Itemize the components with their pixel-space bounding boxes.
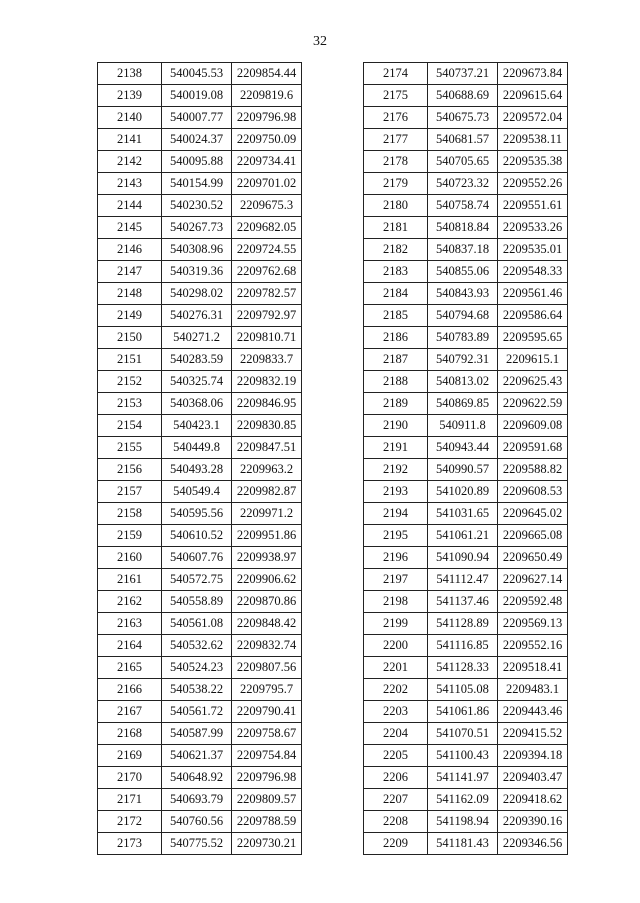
point-number-cell: 2200 xyxy=(364,635,428,657)
x-coordinate-cell: 540837.18 xyxy=(428,239,498,261)
table-row xyxy=(98,195,302,217)
x-coordinate-cell: 540783.89 xyxy=(428,327,498,349)
point-number-cell: 2163 xyxy=(98,613,162,635)
point-number-cell: 2199 xyxy=(364,613,428,635)
table-row xyxy=(98,833,302,855)
table-row xyxy=(364,789,568,811)
point-number-cell: 2158 xyxy=(98,503,162,525)
table-row xyxy=(364,679,568,701)
y-coordinate-cell: 2209592.48 xyxy=(498,591,568,613)
point-number-cell: 2176 xyxy=(364,107,428,129)
point-number-cell: 2153 xyxy=(98,393,162,415)
x-coordinate-cell: 540792.31 xyxy=(428,349,498,371)
table-row xyxy=(364,613,568,635)
x-coordinate-cell: 540319.36 xyxy=(162,261,232,283)
x-coordinate-cell: 540693.79 xyxy=(162,789,232,811)
point-number-cell: 2184 xyxy=(364,283,428,305)
table-row xyxy=(98,525,302,547)
y-coordinate-cell: 2209415.52 xyxy=(498,723,568,745)
x-coordinate-cell: 540607.76 xyxy=(162,547,232,569)
point-number-cell: 2177 xyxy=(364,129,428,151)
point-number-cell: 2203 xyxy=(364,701,428,723)
x-coordinate-cell: 540855.06 xyxy=(428,261,498,283)
point-number-cell: 2192 xyxy=(364,459,428,481)
table-row xyxy=(98,239,302,261)
table-row xyxy=(98,437,302,459)
y-coordinate-cell: 2209971.2 xyxy=(232,503,302,525)
table-row xyxy=(98,679,302,701)
y-coordinate-cell: 2209483.1 xyxy=(498,679,568,701)
x-coordinate-cell: 540943.44 xyxy=(428,437,498,459)
x-coordinate-cell: 540230.52 xyxy=(162,195,232,217)
point-number-cell: 2141 xyxy=(98,129,162,151)
x-coordinate-cell: 540024.37 xyxy=(162,129,232,151)
y-coordinate-cell: 2209418.62 xyxy=(498,789,568,811)
x-coordinate-cell: 541137.46 xyxy=(428,591,498,613)
table-row xyxy=(98,745,302,767)
point-number-cell: 2205 xyxy=(364,745,428,767)
table-row xyxy=(98,85,302,107)
point-number-cell: 2173 xyxy=(98,833,162,855)
point-number-cell: 2162 xyxy=(98,591,162,613)
table-row xyxy=(364,591,568,613)
x-coordinate-cell: 540775.52 xyxy=(162,833,232,855)
y-coordinate-cell: 2209788.59 xyxy=(232,811,302,833)
table-row xyxy=(364,107,568,129)
point-number-cell: 2152 xyxy=(98,371,162,393)
y-coordinate-cell: 2209758.67 xyxy=(232,723,302,745)
point-number-cell: 2140 xyxy=(98,107,162,129)
y-coordinate-cell: 2209938.97 xyxy=(232,547,302,569)
x-coordinate-cell: 540045.53 xyxy=(162,63,232,85)
x-coordinate-cell: 540794.68 xyxy=(428,305,498,327)
y-coordinate-cell: 2209533.26 xyxy=(498,217,568,239)
table-row xyxy=(98,723,302,745)
x-coordinate-cell: 540723.32 xyxy=(428,173,498,195)
point-number-cell: 2207 xyxy=(364,789,428,811)
point-number-cell: 2170 xyxy=(98,767,162,789)
y-coordinate-cell: 2209833.7 xyxy=(232,349,302,371)
x-coordinate-cell: 540648.92 xyxy=(162,767,232,789)
x-coordinate-cell: 540298.02 xyxy=(162,283,232,305)
point-number-cell: 2168 xyxy=(98,723,162,745)
table-row xyxy=(364,371,568,393)
y-coordinate-cell: 2209675.3 xyxy=(232,195,302,217)
x-coordinate-cell: 541090.94 xyxy=(428,547,498,569)
x-coordinate-cell: 541128.89 xyxy=(428,613,498,635)
y-coordinate-cell: 2209796.98 xyxy=(232,107,302,129)
x-coordinate-cell: 540325.74 xyxy=(162,371,232,393)
y-coordinate-cell: 2209673.84 xyxy=(498,63,568,85)
point-number-cell: 2159 xyxy=(98,525,162,547)
point-number-cell: 2161 xyxy=(98,569,162,591)
point-number-cell: 2181 xyxy=(364,217,428,239)
x-coordinate-cell: 541020.89 xyxy=(428,481,498,503)
y-coordinate-cell: 2209701.02 xyxy=(232,173,302,195)
x-coordinate-cell: 541061.86 xyxy=(428,701,498,723)
y-coordinate-cell: 2209394.18 xyxy=(498,745,568,767)
y-coordinate-cell: 2209552.16 xyxy=(498,635,568,657)
table-row xyxy=(98,657,302,679)
point-number-cell: 2188 xyxy=(364,371,428,393)
y-coordinate-cell: 2209665.08 xyxy=(498,525,568,547)
point-number-cell: 2143 xyxy=(98,173,162,195)
point-number-cell: 2179 xyxy=(364,173,428,195)
x-coordinate-cell: 540760.56 xyxy=(162,811,232,833)
y-coordinate-cell: 2209615.64 xyxy=(498,85,568,107)
table-row xyxy=(98,591,302,613)
y-coordinate-cell: 2209809.57 xyxy=(232,789,302,811)
y-coordinate-cell: 2209569.13 xyxy=(498,613,568,635)
point-number-cell: 2191 xyxy=(364,437,428,459)
point-number-cell: 2154 xyxy=(98,415,162,437)
y-coordinate-cell: 2209535.01 xyxy=(498,239,568,261)
table-row xyxy=(364,85,568,107)
point-number-cell: 2167 xyxy=(98,701,162,723)
y-coordinate-cell: 2209796.98 xyxy=(232,767,302,789)
y-coordinate-cell: 2209807.56 xyxy=(232,657,302,679)
y-coordinate-cell: 2209790.41 xyxy=(232,701,302,723)
y-coordinate-cell: 2209645.02 xyxy=(498,503,568,525)
table-row xyxy=(364,767,568,789)
y-coordinate-cell: 2209591.68 xyxy=(498,437,568,459)
x-coordinate-cell: 540595.56 xyxy=(162,503,232,525)
x-coordinate-cell: 540019.08 xyxy=(162,85,232,107)
y-coordinate-cell: 2209730.21 xyxy=(232,833,302,855)
table-row xyxy=(98,393,302,415)
x-coordinate-cell: 540621.37 xyxy=(162,745,232,767)
point-number-cell: 2166 xyxy=(98,679,162,701)
table-row xyxy=(98,217,302,239)
y-coordinate-cell: 2209346.56 xyxy=(498,833,568,855)
table-row xyxy=(98,613,302,635)
y-coordinate-cell: 2209847.51 xyxy=(232,437,302,459)
table-row xyxy=(364,635,568,657)
x-coordinate-cell: 540990.57 xyxy=(428,459,498,481)
x-coordinate-cell: 540283.59 xyxy=(162,349,232,371)
y-coordinate-cell: 2209443.46 xyxy=(498,701,568,723)
y-coordinate-cell: 2209609.08 xyxy=(498,415,568,437)
point-number-cell: 2146 xyxy=(98,239,162,261)
point-number-cell: 2157 xyxy=(98,481,162,503)
y-coordinate-cell: 2209810.71 xyxy=(232,327,302,349)
x-coordinate-cell: 541061.21 xyxy=(428,525,498,547)
table-row xyxy=(98,129,302,151)
point-number-cell: 2202 xyxy=(364,679,428,701)
x-coordinate-cell: 540532.62 xyxy=(162,635,232,657)
table-row xyxy=(364,393,568,415)
x-coordinate-cell: 541031.65 xyxy=(428,503,498,525)
x-coordinate-cell: 540549.4 xyxy=(162,481,232,503)
table-row xyxy=(364,173,568,195)
x-coordinate-cell: 540271.2 xyxy=(162,327,232,349)
table-row xyxy=(98,371,302,393)
point-number-cell: 2160 xyxy=(98,547,162,569)
point-number-cell: 2138 xyxy=(98,63,162,85)
point-number-cell: 2150 xyxy=(98,327,162,349)
table-row xyxy=(364,305,568,327)
point-number-cell: 2194 xyxy=(364,503,428,525)
table-row xyxy=(98,151,302,173)
y-coordinate-cell: 2209518.41 xyxy=(498,657,568,679)
y-coordinate-cell: 2209390.16 xyxy=(498,811,568,833)
y-coordinate-cell: 2209846.95 xyxy=(232,393,302,415)
point-number-cell: 2206 xyxy=(364,767,428,789)
point-number-cell: 2180 xyxy=(364,195,428,217)
table-row xyxy=(364,745,568,767)
table-row xyxy=(98,305,302,327)
y-coordinate-cell: 2209782.57 xyxy=(232,283,302,305)
x-coordinate-cell: 540423.1 xyxy=(162,415,232,437)
table-row xyxy=(98,349,302,371)
x-coordinate-cell: 540587.99 xyxy=(162,723,232,745)
y-coordinate-cell: 2209622.59 xyxy=(498,393,568,415)
y-coordinate-cell: 2209870.86 xyxy=(232,591,302,613)
point-number-cell: 2185 xyxy=(364,305,428,327)
point-number-cell: 2144 xyxy=(98,195,162,217)
x-coordinate-cell: 540681.57 xyxy=(428,129,498,151)
y-coordinate-cell: 2209535.38 xyxy=(498,151,568,173)
x-coordinate-cell: 541105.08 xyxy=(428,679,498,701)
table-row xyxy=(364,481,568,503)
x-coordinate-cell: 540561.72 xyxy=(162,701,232,723)
point-number-cell: 2183 xyxy=(364,261,428,283)
point-number-cell: 2209 xyxy=(364,833,428,855)
table-row xyxy=(98,327,302,349)
y-coordinate-cell: 2209403.47 xyxy=(498,767,568,789)
y-coordinate-cell: 2209548.33 xyxy=(498,261,568,283)
x-coordinate-cell: 540869.85 xyxy=(428,393,498,415)
point-number-cell: 2155 xyxy=(98,437,162,459)
y-coordinate-cell: 2209551.61 xyxy=(498,195,568,217)
point-number-cell: 2147 xyxy=(98,261,162,283)
y-coordinate-cell: 2209588.82 xyxy=(498,459,568,481)
y-coordinate-cell: 2209608.53 xyxy=(498,481,568,503)
y-coordinate-cell: 2209754.84 xyxy=(232,745,302,767)
point-number-cell: 2145 xyxy=(98,217,162,239)
table-row xyxy=(364,833,568,855)
table-row xyxy=(98,789,302,811)
y-coordinate-cell: 2209982.87 xyxy=(232,481,302,503)
x-coordinate-cell: 540911.8 xyxy=(428,415,498,437)
x-coordinate-cell: 540813.02 xyxy=(428,371,498,393)
table-row xyxy=(364,547,568,569)
x-coordinate-cell: 541100.43 xyxy=(428,745,498,767)
x-coordinate-cell: 540524.23 xyxy=(162,657,232,679)
table-row xyxy=(98,107,302,129)
y-coordinate-cell: 2209595.65 xyxy=(498,327,568,349)
y-coordinate-cell: 2209627.14 xyxy=(498,569,568,591)
x-coordinate-cell: 540561.08 xyxy=(162,613,232,635)
table-row xyxy=(98,547,302,569)
y-coordinate-cell: 2209734.41 xyxy=(232,151,302,173)
y-coordinate-cell: 2209830.85 xyxy=(232,415,302,437)
x-coordinate-cell: 541141.97 xyxy=(428,767,498,789)
x-coordinate-cell: 540493.28 xyxy=(162,459,232,481)
table-row xyxy=(364,525,568,547)
point-number-cell: 2201 xyxy=(364,657,428,679)
x-coordinate-cell: 541070.51 xyxy=(428,723,498,745)
page-number: 32 xyxy=(313,34,327,49)
table-row xyxy=(98,261,302,283)
table-row xyxy=(98,701,302,723)
table-row xyxy=(364,129,568,151)
point-number-cell: 2148 xyxy=(98,283,162,305)
y-coordinate-cell: 2209906.62 xyxy=(232,569,302,591)
point-number-cell: 2197 xyxy=(364,569,428,591)
table-row xyxy=(364,415,568,437)
table-row xyxy=(364,217,568,239)
x-coordinate-cell: 540276.31 xyxy=(162,305,232,327)
point-number-cell: 2190 xyxy=(364,415,428,437)
x-coordinate-cell: 541162.09 xyxy=(428,789,498,811)
x-coordinate-cell: 541198.94 xyxy=(428,811,498,833)
x-coordinate-cell: 541116.85 xyxy=(428,635,498,657)
x-coordinate-cell: 541112.47 xyxy=(428,569,498,591)
table-row xyxy=(364,701,568,723)
y-coordinate-cell: 2209792.97 xyxy=(232,305,302,327)
table-row xyxy=(364,283,568,305)
table-row xyxy=(364,459,568,481)
y-coordinate-cell: 2209848.42 xyxy=(232,613,302,635)
table-row xyxy=(364,239,568,261)
point-number-cell: 2151 xyxy=(98,349,162,371)
point-number-cell: 2208 xyxy=(364,811,428,833)
y-coordinate-cell: 2209650.49 xyxy=(498,547,568,569)
table-row xyxy=(364,327,568,349)
table-row xyxy=(364,723,568,745)
y-coordinate-cell: 2209552.26 xyxy=(498,173,568,195)
point-number-cell: 2139 xyxy=(98,85,162,107)
table-row xyxy=(364,503,568,525)
point-number-cell: 2187 xyxy=(364,349,428,371)
table-row xyxy=(364,261,568,283)
point-number-cell: 2175 xyxy=(364,85,428,107)
coordinates-table-right xyxy=(363,62,568,855)
y-coordinate-cell: 2209819.6 xyxy=(232,85,302,107)
x-coordinate-cell: 540705.65 xyxy=(428,151,498,173)
y-coordinate-cell: 2209832.74 xyxy=(232,635,302,657)
coordinates-table-left xyxy=(97,62,302,855)
point-number-cell: 2195 xyxy=(364,525,428,547)
point-number-cell: 2149 xyxy=(98,305,162,327)
point-number-cell: 2186 xyxy=(364,327,428,349)
x-coordinate-cell: 540308.96 xyxy=(162,239,232,261)
y-coordinate-cell: 2209682.05 xyxy=(232,217,302,239)
point-number-cell: 2165 xyxy=(98,657,162,679)
table-row xyxy=(364,63,568,85)
table-row xyxy=(98,63,302,85)
y-coordinate-cell: 2209854.44 xyxy=(232,63,302,85)
y-coordinate-cell: 2209795.7 xyxy=(232,679,302,701)
x-coordinate-cell: 540538.22 xyxy=(162,679,232,701)
table-row xyxy=(98,283,302,305)
point-number-cell: 2196 xyxy=(364,547,428,569)
point-number-cell: 2174 xyxy=(364,63,428,85)
x-coordinate-cell: 540368.06 xyxy=(162,393,232,415)
table-row xyxy=(364,569,568,591)
table-row xyxy=(98,569,302,591)
y-coordinate-cell: 2209724.55 xyxy=(232,239,302,261)
x-coordinate-cell: 540758.74 xyxy=(428,195,498,217)
y-coordinate-cell: 2209586.64 xyxy=(498,305,568,327)
y-coordinate-cell: 2209762.68 xyxy=(232,261,302,283)
table-row xyxy=(98,503,302,525)
point-number-cell: 2171 xyxy=(98,789,162,811)
y-coordinate-cell: 2209561.46 xyxy=(498,283,568,305)
x-coordinate-cell: 540572.75 xyxy=(162,569,232,591)
x-coordinate-cell: 540154.99 xyxy=(162,173,232,195)
x-coordinate-cell: 540095.88 xyxy=(162,151,232,173)
x-coordinate-cell: 541181.43 xyxy=(428,833,498,855)
y-coordinate-cell: 2209750.09 xyxy=(232,129,302,151)
y-coordinate-cell: 2209832.19 xyxy=(232,371,302,393)
x-coordinate-cell: 540843.93 xyxy=(428,283,498,305)
point-number-cell: 2178 xyxy=(364,151,428,173)
x-coordinate-cell: 540737.21 xyxy=(428,63,498,85)
point-number-cell: 2142 xyxy=(98,151,162,173)
table-row xyxy=(364,437,568,459)
table-row xyxy=(364,811,568,833)
point-number-cell: 2193 xyxy=(364,481,428,503)
table-row xyxy=(98,415,302,437)
table-row xyxy=(98,459,302,481)
y-coordinate-cell: 2209572.04 xyxy=(498,107,568,129)
x-coordinate-cell: 540267.73 xyxy=(162,217,232,239)
point-number-cell: 2189 xyxy=(364,393,428,415)
point-number-cell: 2164 xyxy=(98,635,162,657)
x-coordinate-cell: 540558.89 xyxy=(162,591,232,613)
x-coordinate-cell: 540610.52 xyxy=(162,525,232,547)
table-row xyxy=(364,657,568,679)
y-coordinate-cell: 2209951.86 xyxy=(232,525,302,547)
table-row xyxy=(364,195,568,217)
table-row xyxy=(364,349,568,371)
point-number-cell: 2169 xyxy=(98,745,162,767)
table-row xyxy=(98,173,302,195)
x-coordinate-cell: 540449.8 xyxy=(162,437,232,459)
x-coordinate-cell: 540675.73 xyxy=(428,107,498,129)
x-coordinate-cell: 540818.84 xyxy=(428,217,498,239)
table-row xyxy=(98,811,302,833)
table-row xyxy=(98,481,302,503)
x-coordinate-cell: 541128.33 xyxy=(428,657,498,679)
point-number-cell: 2172 xyxy=(98,811,162,833)
point-number-cell: 2198 xyxy=(364,591,428,613)
table-row xyxy=(364,151,568,173)
point-number-cell: 2182 xyxy=(364,239,428,261)
x-coordinate-cell: 540688.69 xyxy=(428,85,498,107)
y-coordinate-cell: 2209625.43 xyxy=(498,371,568,393)
y-coordinate-cell: 2209615.1 xyxy=(498,349,568,371)
point-number-cell: 2204 xyxy=(364,723,428,745)
table-row xyxy=(98,635,302,657)
point-number-cell: 2156 xyxy=(98,459,162,481)
table-row xyxy=(98,767,302,789)
x-coordinate-cell: 540007.77 xyxy=(162,107,232,129)
y-coordinate-cell: 2209538.11 xyxy=(498,129,568,151)
y-coordinate-cell: 2209963.2 xyxy=(232,459,302,481)
